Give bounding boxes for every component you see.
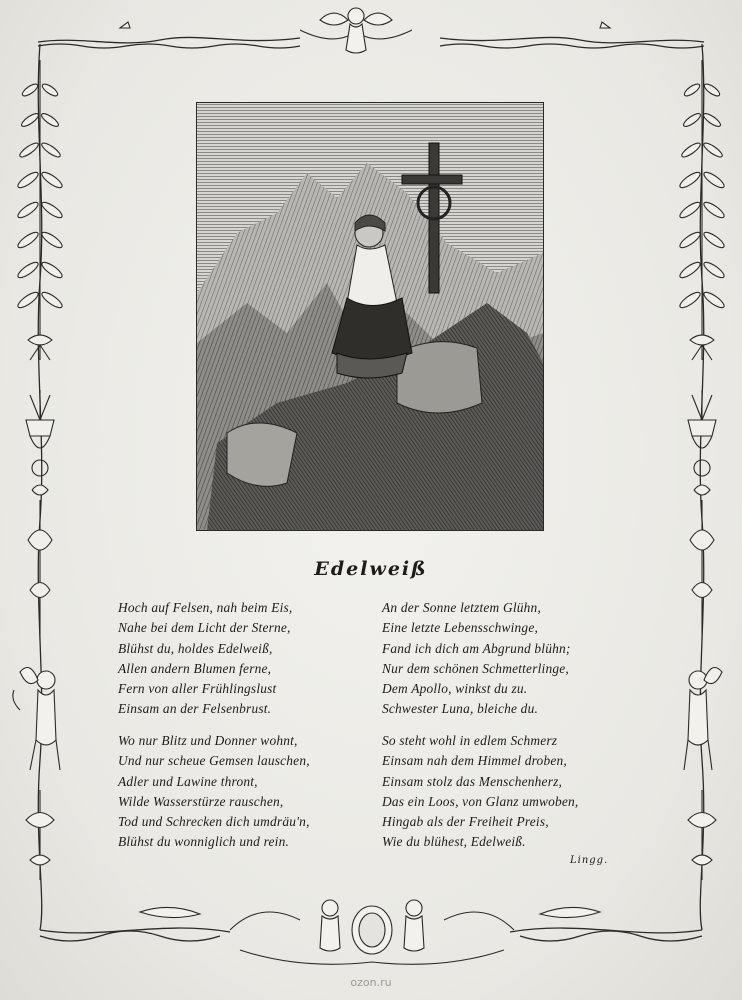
poem-line: Hingab als der Freiheit Preis, — [382, 814, 549, 830]
poem-line: Und nur scheue Gemsen lauschen, — [118, 753, 310, 769]
stanza-left-2 — [118, 731, 310, 853]
stanza-right-2 — [382, 731, 578, 853]
top-cherub-ornament — [120, 8, 610, 53]
poem-line: Nur dem schönen Schmetterlinge, — [382, 660, 569, 676]
poem-line: An der Sonne letztem Glühn, — [382, 600, 541, 615]
poem-line: Wie du blühest, Edelweiß. — [382, 834, 526, 850]
bottom-ornament — [140, 900, 600, 964]
left-cherub-ornament — [13, 668, 60, 881]
author-signature: Lingg. — [570, 855, 609, 866]
poem-line: Wilde Wasserstürze rauschen, — [118, 793, 284, 809]
poem-line: Tod und Schrecken dich umdräu'n, — [118, 814, 310, 830]
right-foliage-ornament — [678, 60, 726, 640]
poem-line: Fand ich dich am Abgrund blühn; — [382, 640, 571, 656]
poem-line: Schwester Luna, bleiche du. — [382, 701, 539, 717]
poem-line: Einsam an der Felsenbrust. — [118, 701, 272, 717]
poem-line: Einsam stolz das Menschenherz, — [382, 773, 563, 789]
poem-line: Blühst du, holdes Edelweiß, — [118, 640, 273, 656]
poem-line: Eine letzte Lebensschwinge, — [382, 620, 539, 636]
left-foliage-ornament — [16, 60, 64, 640]
poem-line: Allen andern Blumen ferne, — [118, 660, 272, 676]
poem-line: Das ein Loos, von Glanz umwoben, — [382, 793, 579, 809]
illustration-engraving — [196, 102, 544, 531]
poem-title: Edelweiß — [314, 558, 428, 580]
poem-line: Adler und Lawine thront, — [118, 773, 258, 789]
poem-line: Nahe bei dem Licht der Sterne, — [118, 620, 291, 636]
stanza-right-1 — [382, 598, 571, 720]
poem-line: Hoch auf Felsen, nah beim Eis, — [118, 600, 293, 615]
stanza-left-1 — [118, 598, 292, 720]
watermark-text: ozon.ru — [350, 976, 392, 989]
poem-line: Einsam nah dem Himmel droben, — [382, 753, 567, 769]
poem-line: Dem Apollo, winkst du zu. — [382, 681, 528, 697]
poem-line: Blühst du wonniglich und rein. — [118, 834, 290, 850]
poem-line: Wo nur Blitz und Donner wohnt, — [118, 733, 298, 748]
poem-line: So steht wohl in edlem Schmerz — [382, 733, 558, 748]
poem-line: Fern von aller Frühlingslust — [118, 681, 277, 697]
